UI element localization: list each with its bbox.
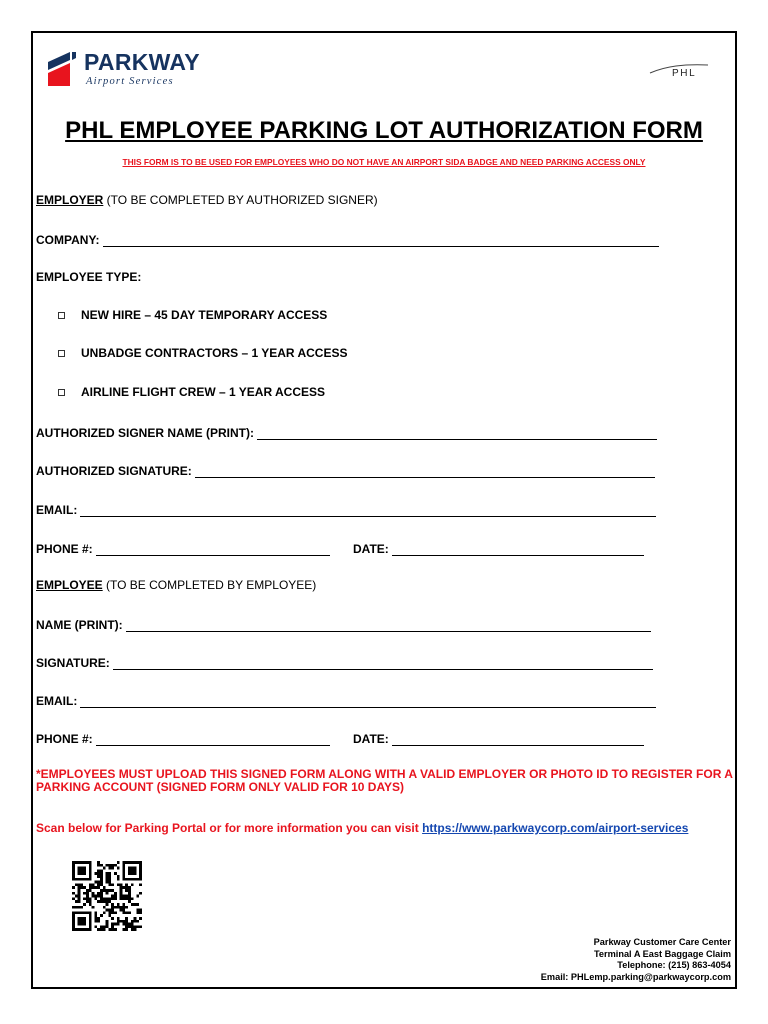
employer-email-input-line[interactable] — [80, 505, 656, 517]
contact-center-name: Parkway Customer Care Center — [593, 937, 731, 947]
parkway-logo-name: PARKWAY — [84, 49, 200, 75]
option-unbadge-contractors[interactable] — [58, 345, 347, 361]
contact-location: Terminal A East Baggage Claim — [594, 948, 731, 959]
authorized-signer-name-input-line[interactable] — [257, 428, 657, 440]
employer-date-input-line[interactable] — [392, 544, 644, 556]
employee-date-field[interactable] — [353, 728, 644, 746]
company-label: COMPANY: — [36, 233, 100, 247]
employee-heading-label: EMPLOYEE — [36, 578, 103, 592]
checkbox-icon[interactable] — [58, 350, 65, 357]
employee-type-heading — [36, 266, 141, 284]
option-new-hire-label: NEW HIRE – 45 DAY TEMPORARY ACCESS — [81, 308, 328, 322]
contact-info — [541, 937, 731, 983]
authorized-signature-input-line[interactable] — [195, 466, 655, 478]
employee-date-label: DATE: — [353, 732, 389, 746]
employee-section-heading — [36, 577, 316, 593]
employee-name-input-line[interactable] — [126, 620, 651, 632]
employee-signature-input-line[interactable] — [113, 658, 653, 670]
employee-phone-label: PHONE #: — [36, 732, 93, 746]
employee-phone-field[interactable] — [36, 728, 330, 746]
qr-code-icon[interactable] — [72, 861, 142, 931]
employee-name-field[interactable] — [36, 614, 651, 632]
employee-phone-input-line[interactable] — [96, 734, 330, 746]
phl-logo-text: PHL — [672, 68, 697, 79]
employer-phone-input-line[interactable] — [96, 544, 330, 556]
form-title: PHL EMPLOYEE PARKING LOT AUTHORIZATION FORM — [65, 117, 703, 144]
parkway-logo-icon — [48, 52, 76, 86]
authorized-signature-label: AUTHORIZED SIGNATURE: — [36, 464, 192, 478]
contact-telephone: Telephone: (215) 863-4054 — [617, 960, 731, 970]
employee-email-label: EMAIL: — [36, 694, 78, 708]
employee-heading-note: (TO BE COMPLETED BY EMPLOYEE) — [102, 578, 317, 592]
employer-email-label: EMAIL: — [36, 503, 78, 517]
checkbox-icon[interactable] — [58, 389, 65, 396]
employer-email-field[interactable] — [36, 499, 656, 517]
employer-phone-label: PHONE #: — [36, 542, 93, 556]
option-new-hire[interactable] — [58, 307, 327, 323]
employee-name-label: NAME (PRINT): — [36, 618, 123, 632]
authorized-signer-name-field[interactable] — [36, 422, 657, 440]
employer-phone-field[interactable] — [36, 538, 330, 556]
employer-heading-label: EMPLOYER — [36, 193, 104, 207]
employee-type-label: EMPLOYEE TYPE: — [36, 270, 142, 284]
employee-date-input-line[interactable] — [392, 734, 644, 746]
employee-signature-label: SIGNATURE: — [36, 656, 110, 670]
authorized-signer-name-label: AUTHORIZED SIGNER NAME (PRINT): — [36, 426, 254, 440]
upload-warning: *EMPLOYEES MUST UPLOAD THIS SIGNED FORM ALONG WITH A VALID EMPLOYER OR PHOTO ID TO REGISTER FOR A PARKING ACCOUNT (SIGNED FORM ONLY VALID FOR 10 DAYS) — [36, 767, 733, 794]
employer-date-label: DATE: — [353, 542, 389, 556]
contact-email: Email: PHLemp.parking@parkwaycorp.com — [540, 971, 731, 982]
company-input-line[interactable] — [103, 235, 659, 247]
scan-instructions — [36, 821, 688, 835]
option-airline-flight-crew[interactable] — [58, 384, 325, 400]
company-field[interactable] — [36, 229, 659, 247]
employer-heading-note: (TO BE COMPLETED BY AUTHORIZED SIGNER) — [103, 193, 378, 207]
authorized-signature-field[interactable] — [36, 460, 655, 478]
employee-email-field[interactable] — [36, 690, 656, 708]
parkway-logo-subtitle: Airport Services — [86, 76, 174, 87]
scan-text: Scan below for Parking Portal or for more information you can visit — [36, 821, 423, 835]
checkbox-icon[interactable] — [58, 312, 65, 319]
option-unbadge-contractors-label: UNBADGE CONTRACTORS – 1 YEAR ACCESS — [81, 346, 348, 360]
employer-date-field[interactable] — [353, 538, 644, 556]
employee-email-input-line[interactable] — [80, 696, 656, 708]
form-usage-note: THIS FORM IS TO BE USED FOR EMPLOYEES WHO DO NOT HAVE AN AIRPORT SIDA BADGE AND NEED PARKING ACCESS ONLY — [122, 157, 646, 167]
employer-section-heading — [36, 192, 378, 208]
option-airline-flight-crew-label: AIRLINE FLIGHT CREW – 1 YEAR ACCESS — [81, 385, 326, 399]
employee-signature-field[interactable] — [36, 652, 653, 670]
airport-services-link[interactable]: https://www.parkwaycorp.com/airport-services — [422, 821, 689, 835]
